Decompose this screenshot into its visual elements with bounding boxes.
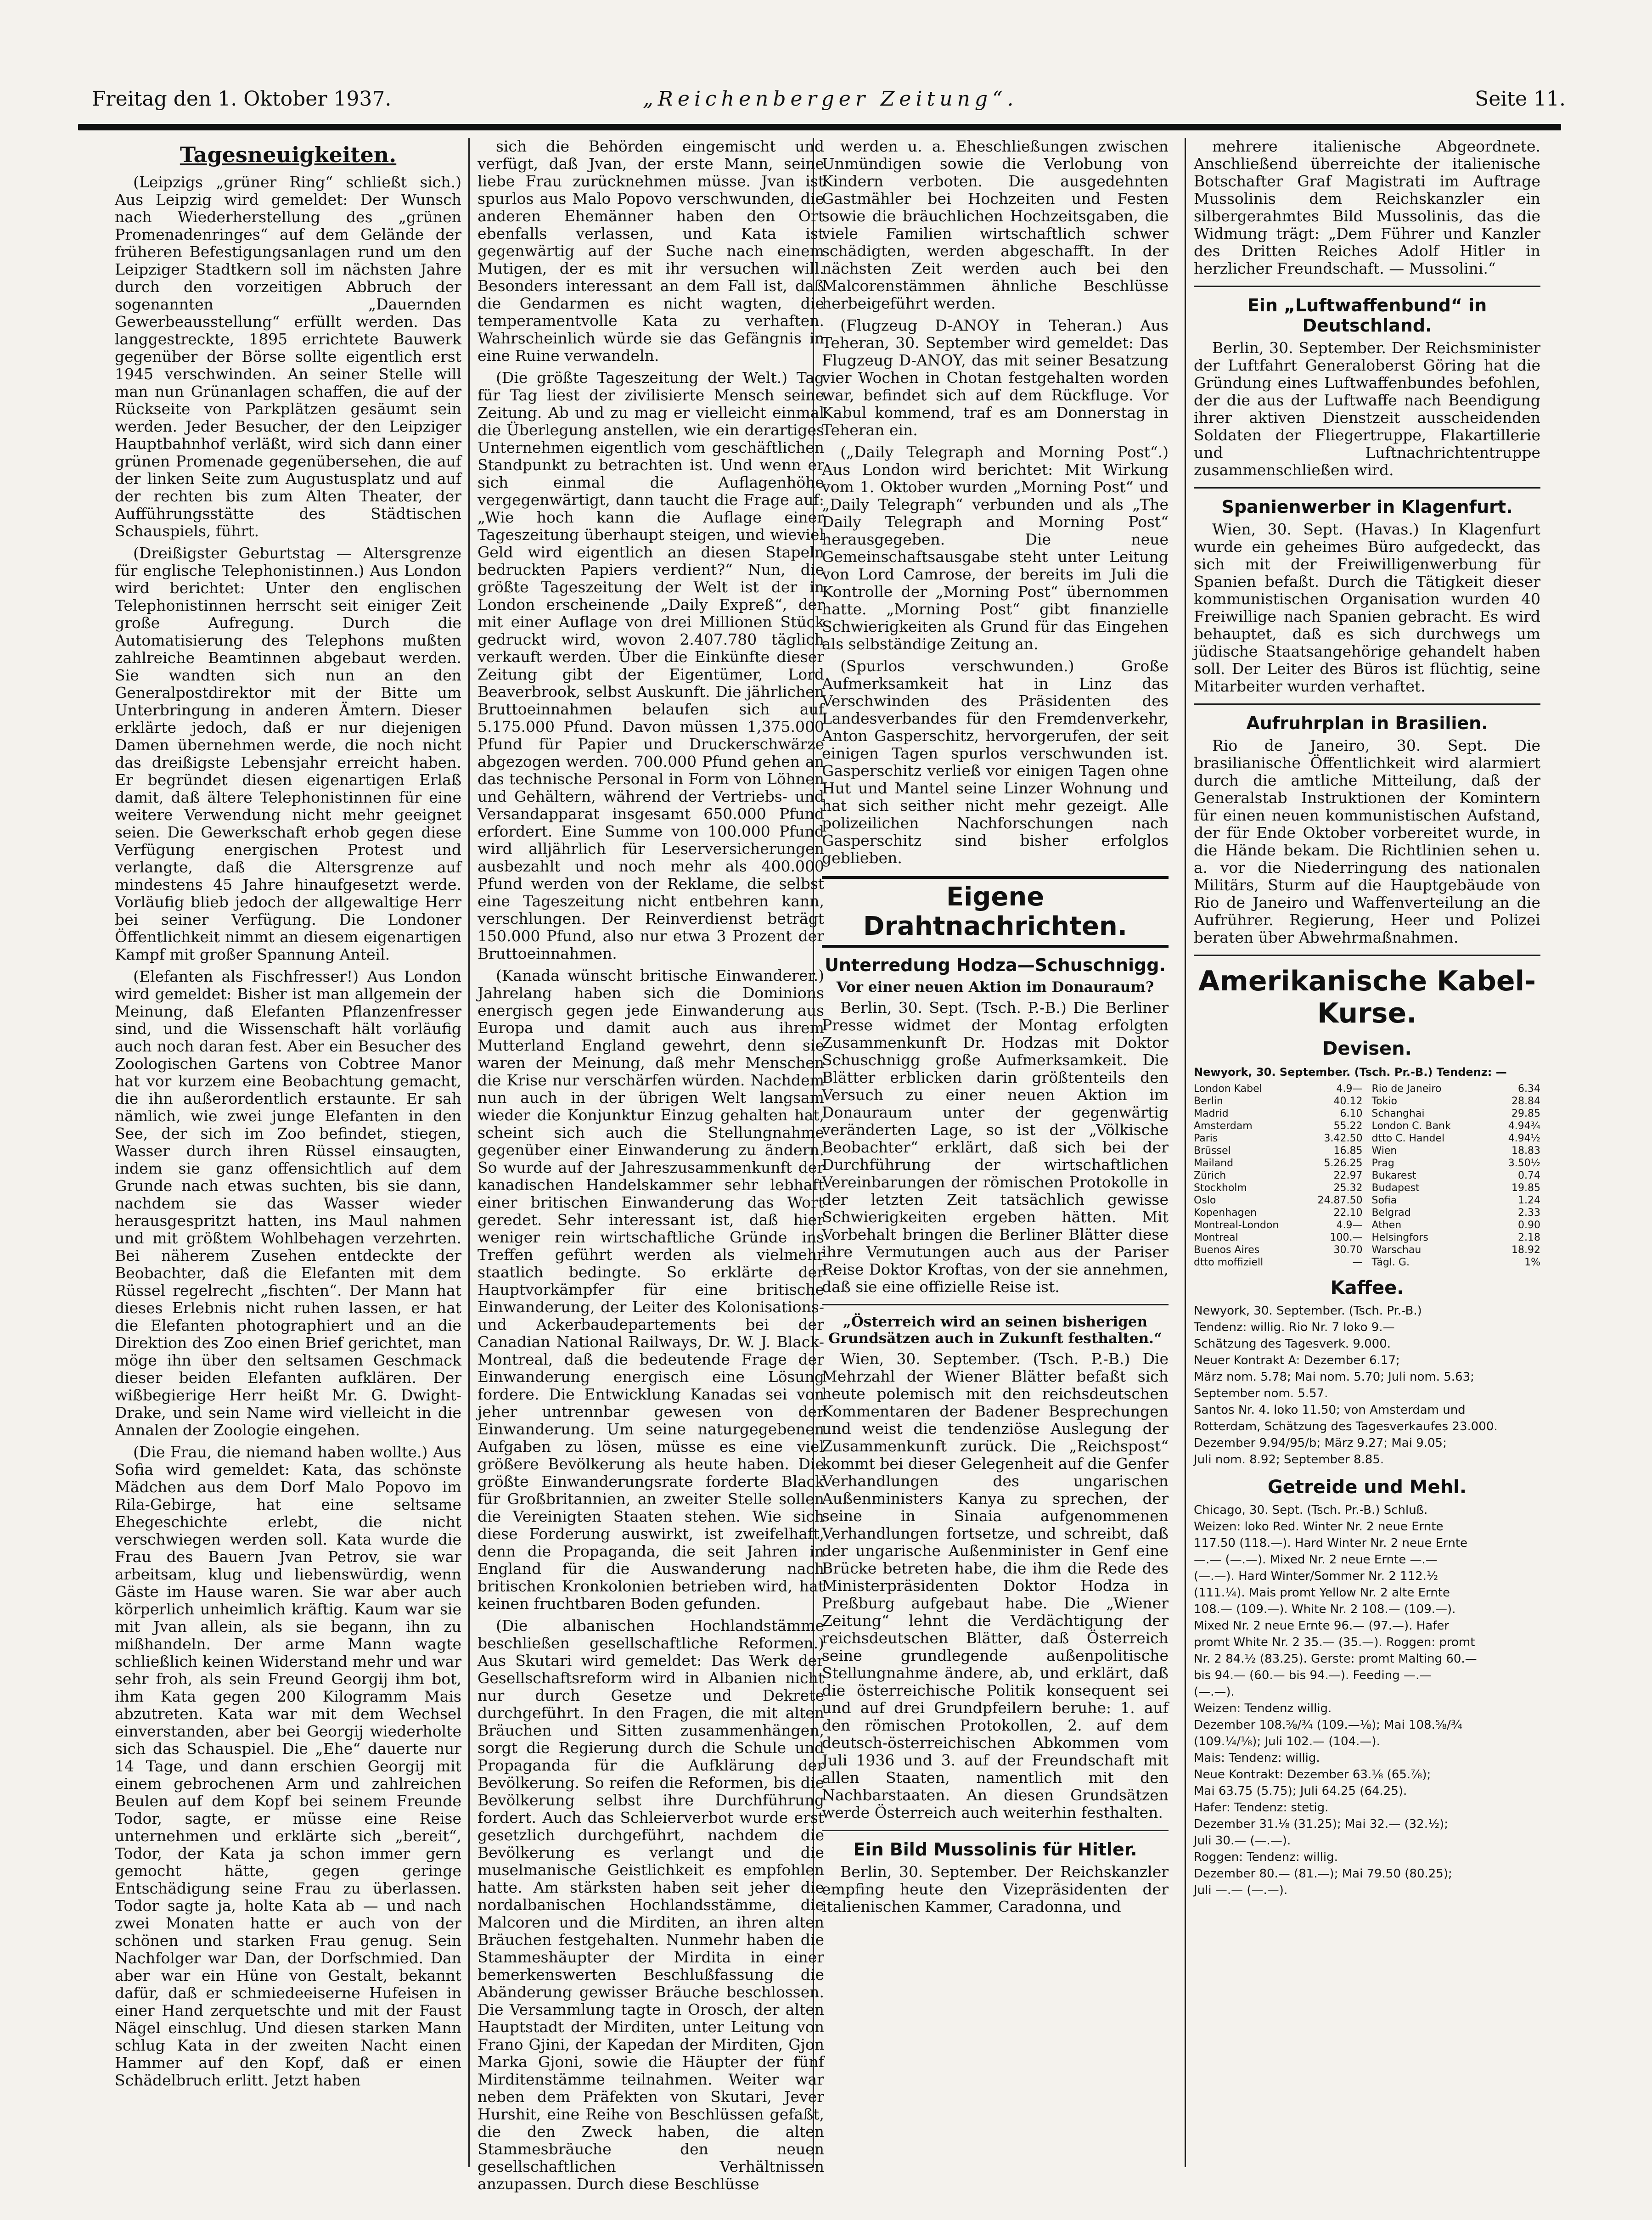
getreide-title: Getreide und Mehl. (1267, 1477, 1467, 1498)
devisen-rate: 22.97 (1333, 1170, 1363, 1181)
article-daily-express: (Die größte Tageszeitung der Welt.) Tag für Tag liest der zivilisierte Mensch seine Zeitung. Ab und zu mag er vielleicht einmal die Überlegung anstellen, wie ein derartiges Unternehmen eigentlich vom geschäftlichen Standpunkt zu betrachten ist. Und wenn er sich einmal die Auflagenhöhe vergegenwärtigt, dann taucht die Frage auf: „Wie hoch kann die Auflage einer Tageszeitung überhaupt steigen, und wieviel Geld wird eigentlich an diesen Stapeln bedruckten Papiers verdient?“ Nun, die größte Tageszeitung der Welt ist der in London erscheinende „Daily Expreß“, der mit einer Auflage von drei Millionen Stück gedruckt wird, wovon 2.407.780 täglich verkauft werden. Über die Einkünfte dieser Zeitung gibt der Eigentümer, Lord Beaverbrook, selbst Auskunft. Die jährlichen Bruttoeinnahmen belaufen sich auf 5.175.000 Pfund. Davon müssen 1,375.000 Pfund für Papier und Druckerschwärze abgezogen werden. 700.000 Pfund gehen an das technische Personal in Form von Löhnen und Gehältern, während der Vertriebs- und Versandapparat insgesamt 650.000 Pfund erfordert. Eine Summe von 100.000 Pfund wird alljährlich für Leserversicherungen ausbezahlt und noch mehr als 400.000 Pfund werden von der Reklame, die selbst eine Tageszeitung nicht entbehren kann, verschlungen. Der Reinverdienst beträgt 150.000 Pfund, also nur etwa 3 Prozent der Bruttoeinnahmen. (478, 369, 824, 962)
devisen-rate: 30.70 (1333, 1244, 1363, 1256)
column-4 (1194, 138, 1540, 2167)
getreide-line: Dezember 108.⅝/¾ (109.—⅛); Mai 108.⅝/¾ (1194, 1718, 1463, 1732)
getreide-line: Roggen: Tendenz: willig. (1194, 1850, 1338, 1864)
devisen-currency: Berlin (1194, 1096, 1223, 1107)
getreide-line: Dezember 80.— (81.—); Mai 79.50 (80.25); (1194, 1867, 1452, 1881)
article-frau-sofia: (Die Frau, die niemand haben wollte.) Aus Sofia wird gemeldet: Kata, das schönste Mädchen aus dem Dorf Malo Popovo im Rila-Gebirge, hat eine seltsame Ehegeschichte erlebt, die nicht verschwiegen werden soll. Kata wurde die Frau des Bauern Jvan Petrov, sie war arbeitsam, klug und liebenswürdig, wenn Gäste im Hause waren. Sie war aber auch körperlich unheimlich kräftig. Kaum war sie mit Jvan allein, als sie begann, ihn zu mißhandeln. Der arme Mann wagte schließlich keinen Widerstand mehr und war sehr froh, als sein Freund Georgij ihm bot, ihm Kata gegen 200 Kilogramm Mais abzutreten. Kata war mit dem Wechsel einverstanden, aber bei Georgij wiederholte sich das Schauspiel. Die „Ehe“ dauerte nur 14 Tage, und dann erschien Georgij mit einem gebrochenen Arm und zahlreichen Beulen auf dem Kopf bei seinem Freunde Todor, sagte, er müsse eine Reise unternehmen und erklärte sich „bereit“, Todor, der Kata ja schon immer gern gemocht hätte, gegen geringe Entschädigung seine Frau zu überlassen. Todor sagte ja, holte Kata ab — und nach zwei Monaten hatte er auch von der schönen und starken Frau genug. Sein Nachfolger war Dan, der Dorfschmied. Dan aber war ein Hüne von Gestalt, bekannt dafür, daß er schmiedeeiserne Hufeisen in einer Hand zerquetschte und mit der Faust Nägel einschlug. Und diesen starken Mann schlug Kata in der zweiten Nacht einen Hammer auf den Kopf, daß er einen Schädelbruch erlitt. Jetzt haben (115, 1443, 461, 2089)
devisen-rate: 4.94½ (1508, 1133, 1540, 1144)
devisen-rate: 4.9— (1336, 1083, 1363, 1095)
devisen-currency: Brüssel (1194, 1145, 1231, 1157)
devisen-row (1372, 1169, 1541, 1182)
devisen-rate: 18.92 (1512, 1244, 1540, 1256)
section-title-tagesneuigkeiten: Tagesneuigkeiten. (180, 142, 397, 167)
getreide-line: bis 94.— (60.— bis 94.—). Feeding —.— (1194, 1669, 1432, 1682)
devisen-rate: 55.22 (1333, 1120, 1363, 1132)
devisen-row (1194, 1132, 1363, 1145)
kaffee-line: Newyork, 30. September. (Tsch. Pr.-B.) (1194, 1304, 1422, 1318)
getreide-line: Nr. 2 84.½ (83.25). Gerste: promt Malting 60.— (1194, 1652, 1477, 1666)
devisen-currency: London Kabel (1194, 1083, 1262, 1095)
column-3 (822, 138, 1169, 2167)
getreide-line: Weizen: Tendenz willig. (1194, 1702, 1332, 1715)
getreide-line: Mixed Nr. 2 neue Ernte 96.— (97.—). Hafer (1194, 1619, 1450, 1633)
devisen-rate: 19.85 (1512, 1182, 1540, 1194)
devisen-currency: Belgrad (1371, 1207, 1411, 1219)
devisen-row (1194, 1120, 1363, 1132)
headline-spanienwerber: Spanienwerber in Klagenfurt. (1221, 497, 1513, 517)
devisen-currency: dtto moffiziell (1194, 1257, 1264, 1268)
devisen-rate: 24.87.50 (1317, 1195, 1363, 1206)
devisen-row (1372, 1207, 1541, 1219)
getreide-line: (—.—). (1194, 1685, 1235, 1699)
devisen-rate: 2.18 (1518, 1232, 1540, 1243)
devisen-rate: 4.94¾ (1508, 1120, 1540, 1132)
getreide-line: —.— (—.—). Mixed Nr. 2 neue Ernte —.— (1194, 1553, 1438, 1567)
kaffee-line: Schätzung des Tagesverk. 9.000. (1194, 1337, 1391, 1351)
page-header (92, 87, 1566, 124)
devisen-row (1372, 1157, 1541, 1169)
devisen-right-column (1372, 1083, 1541, 1269)
devisen-row (1372, 1194, 1541, 1207)
kaffee-line: Tendenz: willig. Rio Nr. 7 loko 9.— (1194, 1321, 1395, 1334)
article-mussolini-bild-cont: mehrere italienische Abgeordnete. Anschließend überreichte der italienische Botschafter Graf Magistrati im Auftrage Mussolinis dem Reichskanzler ein silbergerahmtes Bild Mussolinis, das die Widmung trägt: „Dem Führer und Kanzler des Dritten Reiches Adolf Hitler in herzlicher Freundschaft. — Mussolini.“ (1194, 137, 1540, 277)
article-luftwaffenbund: Berlin, 30. September. Der Reichsminister der Luftfahrt Generaloberst Göring hat die Gründung eines Luftwaffenbundes befohlen, der die aus der Luftwaffe nach Beendigung ihrer aktiven Dienstzeit ausscheidenden Soldaten der Fliegertruppe, Flakartillerie und Luftnachrichtentruppe zusammenschließen wird. (1194, 339, 1540, 479)
section-divider (822, 1830, 1169, 1831)
devisen-rate: 28.84 (1512, 1096, 1540, 1107)
devisen-row (1194, 1219, 1363, 1231)
devisen-currency: Bukarest (1371, 1170, 1416, 1181)
devisen-row (1194, 1145, 1363, 1157)
column-2 (478, 137, 824, 2193)
devisen-row (1372, 1132, 1541, 1145)
article-mussolini-bild: Berlin, 30. September. Der Reichskanzler empfing heute den Vizepräsidenten der italienischen Kammer, Caradonna, und (822, 1863, 1169, 1916)
devisen-currency: Mailand (1194, 1158, 1234, 1169)
devisen-row (1194, 1169, 1363, 1182)
devisen-rate: — (1352, 1257, 1363, 1268)
header-page-number: Seite 11. (1475, 87, 1566, 111)
devisen-rate: 18.83 (1512, 1145, 1540, 1157)
devisen-currency: London C. Bank (1371, 1120, 1451, 1132)
devisen-currency: dtto C. Handel (1371, 1133, 1445, 1144)
devisen-currency: Schanghai (1371, 1108, 1425, 1119)
devisen-row (1372, 1095, 1541, 1107)
article-telephonistinnen: (Dreißigster Geburtstag — Altersgrenze für englische Telephonistinnen.) Aus London wird berichtet: Unter den englischen Telephonistinnen herrscht seit einiger Zeit große Aufregung. Durch die Automatisierung des Telephons mußten zahlreiche Beamtinnen abgebaut werden. Sie wandten sich nun an den Generalpostdirektor mit der Bitte um Unterbringung in anderen Ämtern. Dieser erklärte jedoch, daß er nur diejenigen Damen übernehmen werde, die noch nicht das dreißigste Lebensjahr erreicht haben. Er begründet diesen eigenartigen Erlaß damit, daß ältere Telephonistinnen für eine weitere Verwendung nicht mehr geeignet seien. Die Gewerkschaft erhob gegen diese Verfügung energischen Protest und verlangte, daß die Altersgrenze auf mindestens 45 Jahre hinaufgesetzt werde. Vorläufig blieb jedoch der allgewaltige Herr bei seiner Verfügung. Die Londoner Öffentlichkeit nimmt an diesem eigenartigen Kampf mit großer Spannung Anteil. (115, 544, 461, 963)
devisen-row (1372, 1107, 1541, 1120)
devisen-currency: Tägl. G. (1371, 1257, 1410, 1268)
devisen-rate: 1% (1524, 1257, 1540, 1268)
article-albanien-cont: werden u. a. Eheschließungen zwischen Unmündigen sowie die Verlobung von Kindern verboten. Die ausgedehnten Gastmähler bei Hochzeiten und Festen sowie die bräuchlichen Hochzeitsgaben, die viele Familien wirtschaftlich schwer schädigten, werden abgeschafft. In der nächsten Zeit werden auch bei den Malcorenstämmen ähnliche Beschlüsse herbeigeführt werden. (822, 137, 1169, 312)
devisen-rate: 40.12 (1333, 1096, 1363, 1107)
getreide-quotes (1194, 1502, 1540, 1899)
devisen-row (1194, 1157, 1363, 1169)
section-divider (822, 1304, 1169, 1305)
devisen-row (1194, 1194, 1363, 1207)
devisen-currency: Rio de Janeiro (1371, 1083, 1442, 1095)
article-hodza: Berlin, 30. Sept. (Tsch. P.-B.) Die Berliner Presse widmet der Montag erfolgten Zusammenkunft Dr. Hodzas mit Doktor Schuschnigg große Aufmerksamkeit. Die Blätter erblicken darin größtenteils den Versuch zu einer neuen Aktion im Donauraum unter der gegenwärtig veränderten Lage, so ist der „Völkische Beobachter“ erklärt, daß sich bei der Durchführung der wirtschaftlichen Vereinbarungen der römischen Protokolle in der letzten Zeit tatsächlich gewisse Schwierigkeiten ergeben hätten. Mit Vorbehalt bringen die Berliner Blätter diese ihre Vermutungen auch aus der Pariser Reise Doktor Kroftas, von der sie annehmen, daß sie eine offizielle Reise ist. (822, 999, 1169, 1296)
headline-luftwaffenbund: Ein „Luftwaffenbund“ in Deutschland. (1247, 295, 1487, 336)
kaffee-line: Rotterdam, Schätzung des Tagesverkaufes 23.000. (1194, 1420, 1498, 1433)
article-brasilien: Rio de Janeiro, 30. Sept. Die brasilianische Öffentlichkeit wird alarmiert durch die amtliche Mitteilung, daß der Generalstab Instruktionen der Komintern für einen neuen kommunistischen Aufstand, der für Ende Oktober vorbereitet wurde, in die Hände bekam. Die Richtlinien sehen u. a. vor die Niederringung des nationalen Militärs, Sturm auf die Hauptgebäude von Rio de Janeiro und Waffenverteilung an die Aufrührer. Regierung, Heer und Polizei beraten über Abwehrmaßnahmen. (1194, 736, 1540, 946)
kaffee-line: Dezember 9.94/95/b; März 9.27; Mai 9.05; (1194, 1436, 1447, 1450)
devisen-rate: 6.34 (1518, 1083, 1540, 1095)
getreide-line: Hafer: Tendenz: stetig. (1194, 1801, 1329, 1815)
devisen-row (1372, 1231, 1541, 1244)
getreide-line: (111.¼). Mais promt Yellow Nr. 2 alte Ernte (1194, 1586, 1450, 1600)
devisen-row (1194, 1256, 1363, 1269)
kaffee-line: März nom. 5.78; Mai nom. 5.70; Juli nom. 5.63; (1194, 1370, 1474, 1384)
column-divider (468, 138, 470, 2167)
devisen-row (1372, 1244, 1541, 1256)
kaffee-line: Juli nom. 8.92; September 8.85. (1194, 1453, 1384, 1467)
article-kanada: (Kanada wünscht britische Einwanderer.) Jahrelang haben sich die Dominions energisch gegen jede Einwanderung aus Europa und damit auch aus ihrem Mutterland England gewehrt, denn sie waren der Meinung, daß mehr Menschen die Krise nur verschärfen würden. Nachdem nun auch in der übrigen Welt langsam wieder die Konjunktur Einzug gehalten hat, scheint sich auch die Stellungnahme gegenüber einer Einwanderung zu ändern. So wurde auf der Jahreszusammenkunft der kanadischen Handelskammer sehr lebhaft einer britischen Einwanderung das Wort geredet. Sehr interessant ist, daß hier weniger rein wirtschaftliche Gründe ins Treffen geführt werden als vielmehr staatlich bedingte. So erklärte der Hauptvorkämpfer für eine britische Einwanderung, der Leiter des Kolonisations- und Ackerbaudepartements bei der Canadian National Railways, Dr. W. J. Black-Montreal, daß die bedeutende Frage der Einwanderung energisch eine Lösung fordere. Die Entwicklung Kanadas sei von jeher untrennbar gewesen von der Einwanderung. Um seine naturgegebenen Aufgaben zu lösen, müsse es eine viel größere Bevölkerung als heute haben. Die größte Einwanderungsrate forderte Black für Großbritannien, an zweiter Stelle sollen die Vereinigten Staaten stehen. Wie sich diese Forderung auswirkt, ist zweifelhaft, denn die Propaganda, die seit Jahren in England für die Auswanderung nach britischen Kronkolonien betrieben wird, hat keinen fruchtbaren Boden gefunden. (478, 967, 824, 1613)
devisen-currency: Helsingfors (1371, 1232, 1428, 1243)
devisen-rate: 22.10 (1333, 1207, 1363, 1219)
devisen-row (1194, 1182, 1363, 1194)
getreide-line: Juli 30.— (—.—). (1194, 1834, 1291, 1848)
article-oesterreich: Wien, 30. September. (Tsch. P.-B.) Die Mehrzahl der Wiener Blätter befaßt sich heute polemisch mit den reichsdeutschen Kommentaren der Badener Besprechungen und weist die tendenziöse Auslegung der Zusammenkunft zurück. Die „Reichspost“ kommt bei dieser Gelegenheit auf die Genfer Verhandlungen des ungarischen Außenministers Kanya zu sprechen, der seine in Sinaia aufgenommenen Verhandlungen fortsetze, und schreibt, daß der ungarische Außenminister in Genf eine Brücke betreten habe, die ihm die Rede des Ministerpräsidenten Doktor Hodza in Preßburg aufgebaut habe. Die „Wiener Zeitung“ lehnt die Verdächtigung der reichsdeutschen Blätter, daß Österreich seine grundlegende außenpolitische Stellungnahme ändere, ab, und erklärt, daß die österreichische Politik konsequent sei und auf drei Grundpfeilern beruhe: 1. auf den römischen Protokollen, 2. auf dem deutsch-österreichischen Abkommen vom Juli 1936 und 3. auf der Freundschaft mit allen Staaten, namentlich mit den Nachbarstaaten. An diesen Grundsätzen werde Österreich auch weiterhin festhalten. (822, 1350, 1169, 1821)
getreide-line: Mai 63.75 (5.75); Juli 64.25 (64.25). (1194, 1784, 1407, 1798)
devisen-currency: Buenos Aires (1194, 1244, 1260, 1256)
devisen-row (1194, 1231, 1363, 1244)
getreide-line: 108.— (109.—). White Nr. 2 108.— (109.—). (1194, 1602, 1456, 1616)
article-elefanten: (Elefanten als Fischfresser!) Aus London wird gemeldet: Bisher ist man allgemein der Meinung, daß Elefanten Pflanzenfresser sind, und die Wissenschaft hält vorläufig auch noch daran fest. Aber ein Besucher des Zoologischen Gartens von Cobtree Manor hat vor kurzem eine Beobachtung gemacht, die ihn außerordentlich erstaunte. Er sah nämlich, wie zwei junge Elefanten in den See, der sich im Zoo befindet, stiegen, Wasser durch ihren Rüssel einsaugten, indem sie ganz offensichtlich auf dem Grunde nach etwas suchten, bis sie dann, nachdem sie das Wasser wieder herausgespritzt hatten, ins Maul nahmen und mit größtem Wohlbehagen verzehrten. Bei näherem Zusehen entdeckte der Beobachter, daß die Elefanten mit dem Rüssel regelrecht „fischten“. Der Mann hat dieses Erlebnis nicht ruhen lassen, er hat die Elefanten photographiert und an die Direktion des Zoo einen Brief gerichtet, man möge ihn über den seltsamen Geschmack dieser beiden Elefanten aufklären. Der wißbegierige Herr heißt Mr. G. Dwight-Drake, und sein Name wird vielleicht in die Annalen der Zoologie eingehen. (115, 967, 461, 1439)
getreide-line: Dezember 31.⅛ (31.25); Mai 32.— (32.½); (1194, 1817, 1449, 1831)
getreide-line: Chicago, 30. Sept. (Tsch. Pr.-B.) Schluß. (1194, 1503, 1428, 1517)
devisen-currency: Budapest (1371, 1182, 1420, 1194)
devisen-row (1372, 1256, 1541, 1269)
getreide-line: Juli —.— (—.—). (1194, 1883, 1288, 1897)
kaffee-line: September nom. 5.57. (1194, 1387, 1328, 1400)
devisen-currency: Stockholm (1194, 1182, 1247, 1194)
kaffee-title: Kaffee. (1330, 1277, 1404, 1298)
devisen-rate: 16.85 (1333, 1145, 1363, 1157)
devisen-currency: Paris (1194, 1133, 1218, 1144)
kaffee-line: Santos Nr. 4. loko 11.50; von Amsterdam und (1194, 1403, 1466, 1417)
devisen-rate: 4.9— (1336, 1220, 1363, 1231)
getreide-line: (—.—). Hard Winter/Sommer Nr. 2 112.½ (1194, 1569, 1438, 1583)
getreide-line: Weizen: loko Red. Winter Nr. 2 neue Ernte (1194, 1520, 1444, 1534)
devisen-currency: Oslo (1194, 1195, 1216, 1206)
devisen-left-column (1194, 1083, 1363, 1269)
section-divider (1194, 487, 1540, 489)
devisen-rate: 25.32 (1333, 1182, 1363, 1194)
devisen-row (1372, 1120, 1541, 1132)
kabel-kurse-section (1194, 965, 1540, 1899)
devisen-row (1372, 1145, 1541, 1157)
article-leipzig: (Leipzigs „grüner Ring“ schließt sich.) Aus Leipzig wird gemeldet: Der Wunsch nach Wiederherstellung des „grünen Promenadenringes“ auf dem Gelände der früheren Befestigungsanlagen rund um den Leipziger Stadtkern soll im nächsten Jahre durch den vorzeitigen Abbruch der sogenannten „Dauernden Gewerbeausstellung“ erfüllt werden. Das langgestreckte, 1895 errichtete Bauwerk gegenüber der Börse sollte eigentlich erst 1945 verschwinden. An seiner Stelle will man nun Grünanlagen schaffen, die auf der Rückseite von Parkplätzen gesäumt sein werden. Jeder Besucher, der den Leipziger Hauptbahnhof verläßt, wird sich dann einer grünen Promenade gegenübersehen, die auf der linken Seite zum Augustusplatz und auf der rechten bis zum Alten Theater, der Aufführungsstätte des Städtischen Schauspiels, führt. (115, 173, 461, 540)
devisen-rate: 0.90 (1518, 1220, 1540, 1231)
header-date: Freitag den 1. Oktober 1937. (92, 87, 392, 111)
devisen-row (1194, 1244, 1363, 1256)
devisen-currency: Madrid (1194, 1108, 1229, 1119)
devisen-row (1194, 1095, 1363, 1107)
devisen-table (1194, 1083, 1540, 1269)
devisen-row (1372, 1182, 1541, 1194)
devisen-currency: Athen (1371, 1220, 1402, 1231)
column-1 (115, 138, 461, 2167)
kaffee-line: Neuer Kontrakt A: Dezember 6.17; (1194, 1354, 1400, 1367)
article-frau-sofia-cont: sich die Behörden eingemischt und verfügt, daß Jvan, der erste Mann, seine liebe Frau zurücknehmen müsse. Jvan ist spurlos aus Malo Popovo verschwunden, die anderen Ehemänner haben den Ort ebenfalls verlassen, und Kata ist gegenwärtig auf der Suche nach einem Mutigen, der es mit ihr versuchen will. Besonders interessant an dem Fall ist, daß die Gendarmen es nicht wagten, die temperamentvolle Kata zu verhaften. Wahrscheinlich würde sie das Gefängnis in eine Ruine verwandeln. (478, 137, 824, 365)
subheadline-donauraum: Vor einer neuen Aktion im Donauraum? (836, 979, 1154, 995)
devisen-currency: Warschau (1371, 1244, 1422, 1256)
devisen-currency: Kopenhagen (1194, 1207, 1257, 1219)
kabel-kurse-title: Amerikanische Kabel-Kurse. (1198, 965, 1536, 1029)
column-divider (1185, 138, 1186, 2167)
headline-brasilien: Aufruhrplan in Brasilien. (1246, 713, 1488, 733)
article-albanien: (Die albanischen Hochlandstämme beschließen gesellschaftliche Reformen.) Aus Skutari wird gemeldet: Das Werk der Gesellschaftsreform wird in Albanien nicht nur durch Gesetze und Dekrete durchgeführt. In den Fragen, die mit alten Bräuchen und Sitten zusammenhängen, sorgt die Regierung durch die Schule und Propaganda für die Aufklärung der Bevölkerung. So reifen die Reformen, bis die Bevölkerung selbst ihre Durchführung fordert. Auch das Schleierverbot wurde erst gesetzlich durchgeführt, nachdem die Bevölkerung es verlangt und die muselmanische Geistlichkeit es empfohlen hatte. Am stärksten haben seit jeher die nordalbanischen Hochlandsstämme, die Malcoren und die Mirditen, an ihren alten Bräuchen festgehalten. Nunmehr haben die Stammeshäupter der Mirdita in einer bemerkenswerten Beschlußfassung die Abänderung gewisser Bräuche beschlossen. Die Versammlung tagte in Orosch, der alten Hauptstadt der Mirditen, unter Leitung von Frano Gjini, der Kapedan der Mirditen, Gjon Marka Gjoni, sowie die Häupter der fünf Mirditenstämme teilnahmen. Weiter war neben dem Präfekten von Skutari, Jever Hurshit, eine Reihe von Beschlüssen gefaßt, die den Zweck haben, die alten Stammesbräuche den neuen gesellschaftlichen Verhältnissen anzupassen. Durch diese Beschlüsse (478, 1617, 824, 2193)
section-divider (1194, 286, 1540, 287)
devisen-rate: 1.24 (1518, 1195, 1540, 1206)
section-divider (1194, 703, 1540, 705)
devisen-rate: 29.85 (1512, 1108, 1540, 1119)
headline-mussolini-bild: Ein Bild Mussolinis für Hitler. (853, 1839, 1137, 1860)
getreide-line: (109.¼/⅛); Juli 102.— (104.—). (1194, 1735, 1380, 1748)
devisen-rate: 0.74 (1518, 1170, 1540, 1181)
article-flugzeug: (Flugzeug D-ANOY in Teheran.) Aus Teheran, 30. September wird gemeldet: Das Flugzeug D-ANOY, das mit seiner Besatzung vier Wochen in Chotan festgehalten worden war, befindet sich auf dem Rückfluge. Vor Kabul kommend, traf es am Donnerstag in Teheran ein. (822, 316, 1169, 439)
devisen-currency: Sofia (1371, 1195, 1397, 1206)
devisen-currency: Montreal-London (1194, 1220, 1279, 1231)
getreide-line: Mais: Tendenz: willig. (1194, 1751, 1320, 1765)
headline-hodza-schuschnigg: Unterredung Hodza—Schuschnigg. (825, 955, 1166, 975)
header-rule (78, 124, 1561, 130)
devisen-rate: 2.33 (1518, 1207, 1540, 1219)
devisen-currency: Prag (1371, 1158, 1394, 1169)
article-daily-telegraph: („Daily Telegraph and Morning Post“.) Aus London wird berichtet: Mit Wirkung vom 1. Oktober wurden „Morning Post“ und „Daily Telegraph“ verbunden und als „The Daily Telegraph and Morning Post“ herausgegeben. Die neue Gemeinschaftsausgabe steht unter Leitung von Lord Camrose, der bereits im Juli die Kontrolle der „Morning Post“ übernommen hatte. „Morning Post“ gibt finanzielle Schwierigkeiten als Grund für das Eingehen als selbständige Zeitung an. (822, 443, 1169, 653)
devisen-title: Devisen. (1322, 1038, 1412, 1059)
devisen-row (1372, 1083, 1541, 1095)
article-spanienwerber: Wien, 30. Sept. (Havas.) In Klagenfurt wurde ein geheimes Büro aufgedeckt, das sich mit der Freiwilligenwerbung für Spanien befaßt. Durch die Tätigkeit dieser kommunistischen Organisation wurden 40 Freiwillige nach Spanien gebracht. Es wird behauptet, daß es sich durchwegs um jüdische Staatsangehörige gehandelt haben soll. Der Leiter des Büros ist flüchtig, seine Mitarbeiter wurden verhaftet. (1194, 520, 1540, 695)
getreide-line: Neue Kontrakt: Dezember 63.⅛ (65.⅞); (1194, 1768, 1431, 1782)
header-paper-title: „Reichenberger Zeitung“. (643, 87, 1018, 111)
devisen-currency: Zürich (1194, 1170, 1226, 1181)
devisen-rate: 5.26.25 (1324, 1158, 1363, 1169)
section-divider (1194, 955, 1540, 956)
devisen-currency: Wien (1371, 1145, 1397, 1157)
kaffee-quotes (1194, 1303, 1540, 1468)
devisen-rate: 100.— (1330, 1232, 1363, 1243)
devisen-rate: 3.50½ (1508, 1158, 1540, 1169)
devisen-currency: Montreal (1194, 1232, 1238, 1243)
headline-oesterreich: „Österreich wird an seinen bisherigen Grundsätzen auch in Zukunft festhalten.“ (828, 1314, 1162, 1347)
devisen-currency: Amsterdam (1194, 1120, 1253, 1132)
devisen-row (1194, 1083, 1363, 1095)
article-spurlos: (Spurlos verschwunden.) Große Aufmerksamkeit hat in Linz das Verschwinden des Präsidenten des Landesverbandes für den Fremdenverkehr, Anton Gasperschitz, hervorgerufen, der seit einigen Tagen spurlos verschwunden ist. Gasperschitz verließ vor einigen Tagen ohne Hut und Mantel seine Linzer Wohnung und hat sich seither nicht mehr gezeigt. Alle polizeilichen Nachforschungen nach Gasperschitz sind bisher erfolglos geblieben. (822, 657, 1169, 867)
devisen-rate: 6.10 (1340, 1108, 1363, 1119)
devisen-row (1372, 1219, 1541, 1231)
devisen-row (1194, 1207, 1363, 1219)
devisen-dateline: Newyork, 30. September. (Tsch. Pr.-B.) Tendenz: — (1194, 1066, 1507, 1079)
devisen-currency: Tokio (1371, 1096, 1397, 1107)
devisen-row (1194, 1107, 1363, 1120)
getreide-line: promt White Nr. 2 35.— (35.—). Roggen: promt (1194, 1635, 1475, 1649)
banner-drahtnachrichten: Eigene Drahtnachrichten. (822, 876, 1169, 948)
getreide-line: 117.50 (118.—). Hard Winter Nr. 2 neue Ernte (1194, 1536, 1468, 1550)
devisen-rate: 3.42.50 (1324, 1133, 1363, 1144)
